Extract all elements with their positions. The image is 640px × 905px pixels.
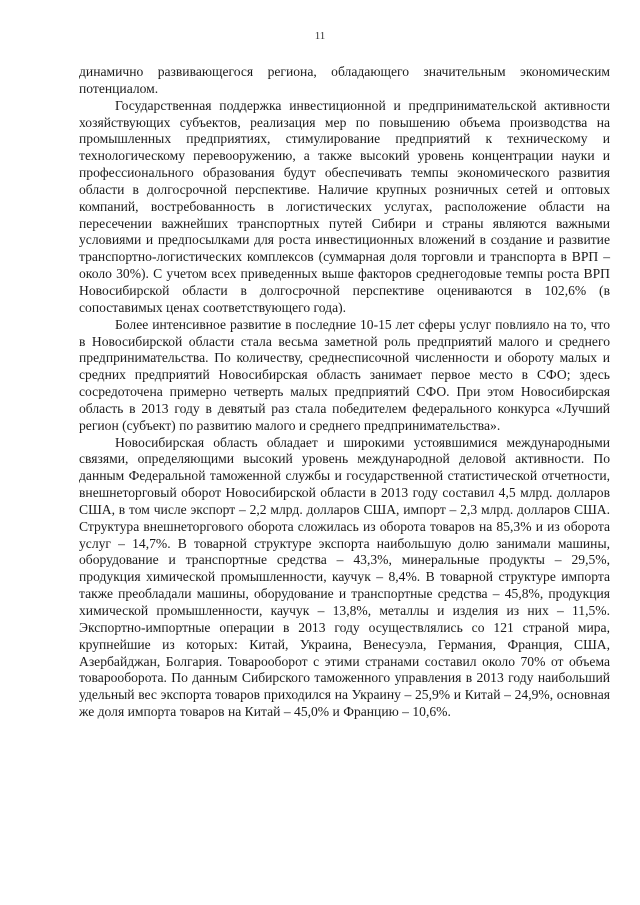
document-body <box>79 64 610 721</box>
page-number: 11 <box>314 30 326 42</box>
paragraph-state-support: Государственная поддержка инвестиционной и предпринимательской активности хозяйствующих субъектов, реализация мер по повышению объема производства на промышленных предприятиях, стимулирование предприятий к техническому и технологическому перевооружению, а также высокий уровень концентрации науки и профессионального образования будут обеспечивать темпы экономического развития области в долгосрочной перспективе. Наличие крупных розничных сетей и оптовых компаний, востребованность в логистических услугах, расположение области на пересечении важнейших транспортных путей Сибири и страны являются важными условиями и предпосылками для роста инвестиционных вложений в создание и развитие транспортно-логистических комплексов (суммарная доля торговли и транспорта в ВРП – около 30%). С учетом всех приведенных выше факторов среднегодовые темпы роста ВРП Новосибирской области в долгосрочной перспективе оцениваются в 102,6% (в сопоставимых ценах соответствующего года). <box>79 97 610 315</box>
paragraph-services-sector: Более интенсивное развитие в последние 10-15 лет сферы услуг повлияло на то, что в Новосибирской области стала весьма заметной роль предприятий малого и среднего предпринимательства. По количеству, среднесписочной численности и обороту малых и средних предприятий Новосибирская область занимает первое место в СФО; здесь сосредоточена примерно четверть малых предприятий СФО. При этом Новосибирская область в 2013 году в девятый раз стала победителем федерального конкурса «Лучший регион (субъект) по развитию малого и среднего предпринимательства». <box>79 316 610 433</box>
paragraph-continuation: динамично развивающегося региона, обладающего значительным экономическим потенциалом. <box>79 64 610 96</box>
paragraph-international-relations: Новосибирская область обладает и широкими устоявшимися международными связями, определяющими высокий уровень международной деловой активности. По данным Федеральной таможенной службы и государственной статистической отчетности, внешнеторговый оборот Новосибирской области в 2013 году составил 4,5 млрд. долларов США, в том числе экспорт – 2,2 млрд. долларов США, импорт – 2,3 млрд. долларов США. Структура внешнеторгового оборота сложилась из оборота товаров на 85,3% и из оборота услуг – 14,7%. В товарной структуре экспорта наибольшую долю занимали машины, оборудование и транспортные средства – 43,3%, минеральные продукты – 29,5%, продукция химической промышленности, каучук – 8,4%. В товарной структуре импорта также преобладали машины, оборудование и транспортные средства – 45,8%, продукция химической промышленности, каучук – 13,8%, металлы и изделия из них – 11,5%. Экспортно-импортные операции в 2013 году осуществлялись со 121 страной мира, крупнейшие из которых: Китай, Украина, Венесуэла, Германия, Франция, США, Азербайджан, Болгария. Товарооборот с этими странами составил около 70% от объема товарооборота. По данным Сибирского таможенного управления в 2013 году наибольший удельный вес экспорта товаров приходился на Украину – 25,9% и Китай – 24,9%, основная же доля импорта товаров на Китай – 45,0% и Францию – 10,6%. <box>79 434 610 720</box>
